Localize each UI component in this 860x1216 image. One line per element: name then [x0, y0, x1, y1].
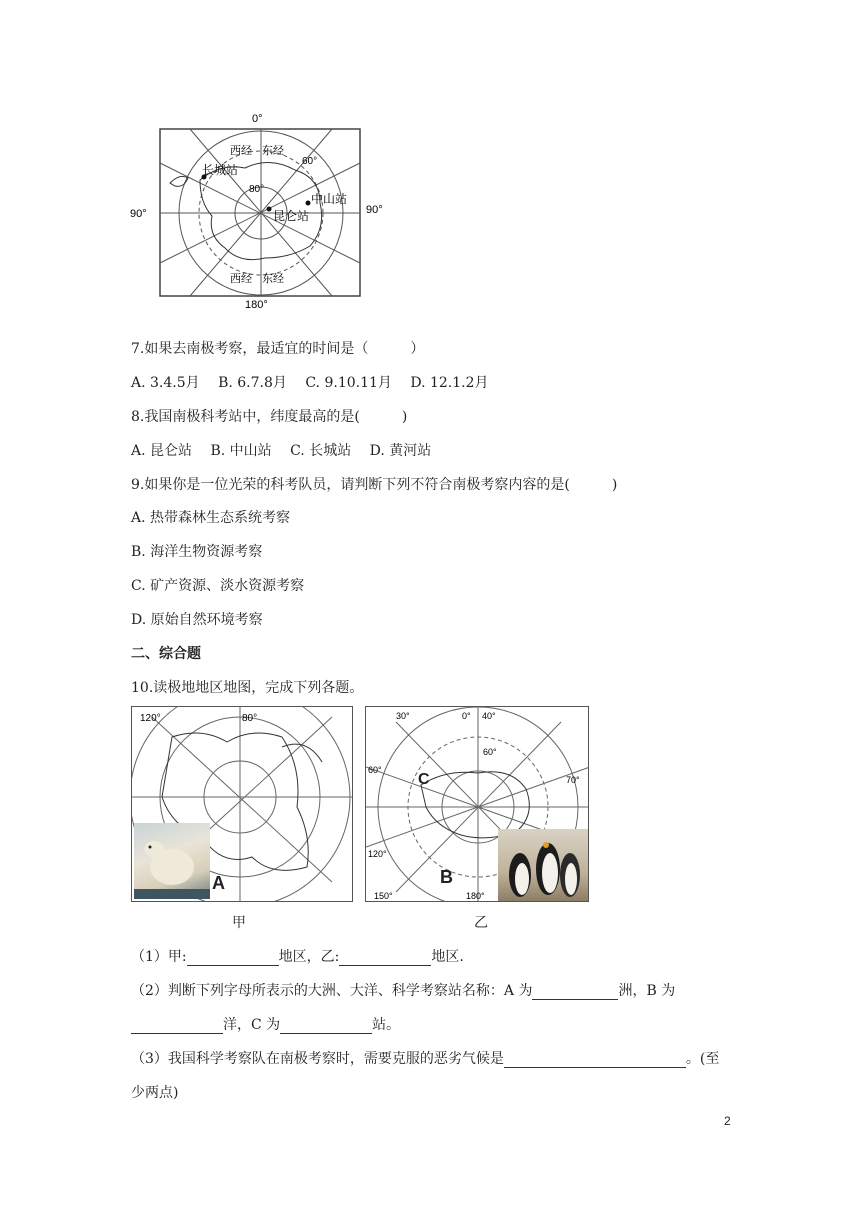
label-west-bottom: 西经: [230, 273, 252, 285]
sub3-text-b: 。(至: [685, 1051, 720, 1067]
yi-label-60: 60°: [368, 765, 382, 775]
label-lat80: 80°: [249, 184, 265, 195]
question-8: 8.我国南极科考站中，纬度最高的是( ): [131, 409, 408, 425]
label-right: 90°: [366, 204, 383, 216]
label-lat60: 60°: [302, 156, 318, 167]
question-8-options: A. 昆仑站 B. 中山站 C. 长城站 D. 黄河站: [131, 443, 432, 459]
answer-blank-jia[interactable]: [187, 951, 279, 966]
sub-question-2-line-1: [131, 980, 675, 1000]
arctic-map: [131, 706, 353, 902]
sub2-text-c: 洋，C 为: [223, 1017, 281, 1033]
sub-question-3-line-2: 少两点): [131, 1085, 179, 1101]
question-9-option-d: D. 原始自然环境考察: [131, 612, 263, 628]
penguins-image: [498, 829, 588, 901]
yi-label-40: 40°: [482, 711, 496, 721]
sub-question-1: [131, 946, 464, 966]
answer-blank-c[interactable]: [280, 1019, 372, 1034]
yi-label-30: 30°: [396, 711, 410, 721]
answer-blank-climate[interactable]: [504, 1053, 686, 1068]
antarctic-map: [365, 706, 589, 902]
yi-letter-c: C: [418, 771, 430, 788]
sub2-text-b: 洲，B 为: [618, 983, 676, 999]
sub1-text-b: 地区，乙:: [278, 949, 340, 965]
antarctica-station-map: [130, 108, 400, 308]
sub-question-3-line-1: [131, 1048, 719, 1068]
sub1-text-a: （1）甲:: [131, 949, 187, 965]
answer-blank-yi[interactable]: [339, 951, 431, 966]
label-changcheng: 长城站: [202, 163, 239, 177]
yi-label-150: 150°: [374, 891, 393, 901]
answer-blank-a[interactable]: [532, 985, 618, 1000]
label-zhongshan: 中山站: [311, 192, 348, 206]
label-left: 90°: [130, 208, 147, 220]
yi-label-0: 0°: [462, 711, 471, 721]
question-9: 9.如果你是一位光荣的科考队员，请判断下列不符合南极考察内容的是( ): [131, 477, 618, 493]
polar-bear-image: [134, 823, 210, 899]
jia-label-80: 80°: [242, 713, 258, 724]
label-east-bottom: 东经: [262, 273, 284, 285]
section-heading: 二、综合题: [131, 646, 201, 662]
jia-label-120: 120°: [140, 713, 161, 724]
label-top: 0°: [252, 113, 263, 125]
question-10: 10.读极地地区地图，完成下列各题。: [131, 680, 364, 696]
question-9-option-c: C. 矿产资源、淡水资源考察: [131, 578, 305, 594]
jia-letter-a: A: [212, 873, 225, 893]
label-bottom: 180°: [245, 299, 268, 308]
yi-letter-b: B: [440, 867, 453, 887]
label-east-top: 东经: [262, 145, 284, 157]
label-west-top: 西经: [230, 145, 252, 157]
sub3-text-a: （3）我国科学考察队在南极考察时，需要克服的恶劣气候是: [131, 1051, 504, 1067]
question-9-option-b: B. 海洋生物资源考察: [131, 544, 263, 560]
yi-label-180: 180°: [466, 891, 485, 901]
jia-caption: 甲: [232, 915, 246, 931]
yi-label-120: 120°: [368, 849, 387, 859]
sub-question-2-line-2: [131, 1014, 400, 1034]
yi-label-60r: 60°: [483, 747, 497, 757]
page-number: 2: [724, 1114, 731, 1128]
label-kunlun: 昆仑站: [273, 209, 310, 223]
sub2-text-a: （2）判断下列字母所表示的大洲、大洋、科学考察站名称：A 为: [131, 983, 533, 999]
yi-label-70: 70°: [566, 775, 580, 785]
question-9-option-a: A. 热带森林生态系统考察: [131, 510, 291, 526]
question-7-options: A. 3.4.5月 B. 6.7.8月 C. 9.10.11月 D. 12.1.2月: [131, 375, 489, 391]
question-7: 7.如果去南极考察，最适宜的时间是（ ）: [131, 341, 425, 357]
sub1-text-c: 地区.: [431, 949, 464, 965]
answer-blank-b[interactable]: [131, 1019, 223, 1034]
yi-caption: 乙: [474, 915, 488, 931]
sub2-text-d: 站。: [372, 1017, 401, 1033]
